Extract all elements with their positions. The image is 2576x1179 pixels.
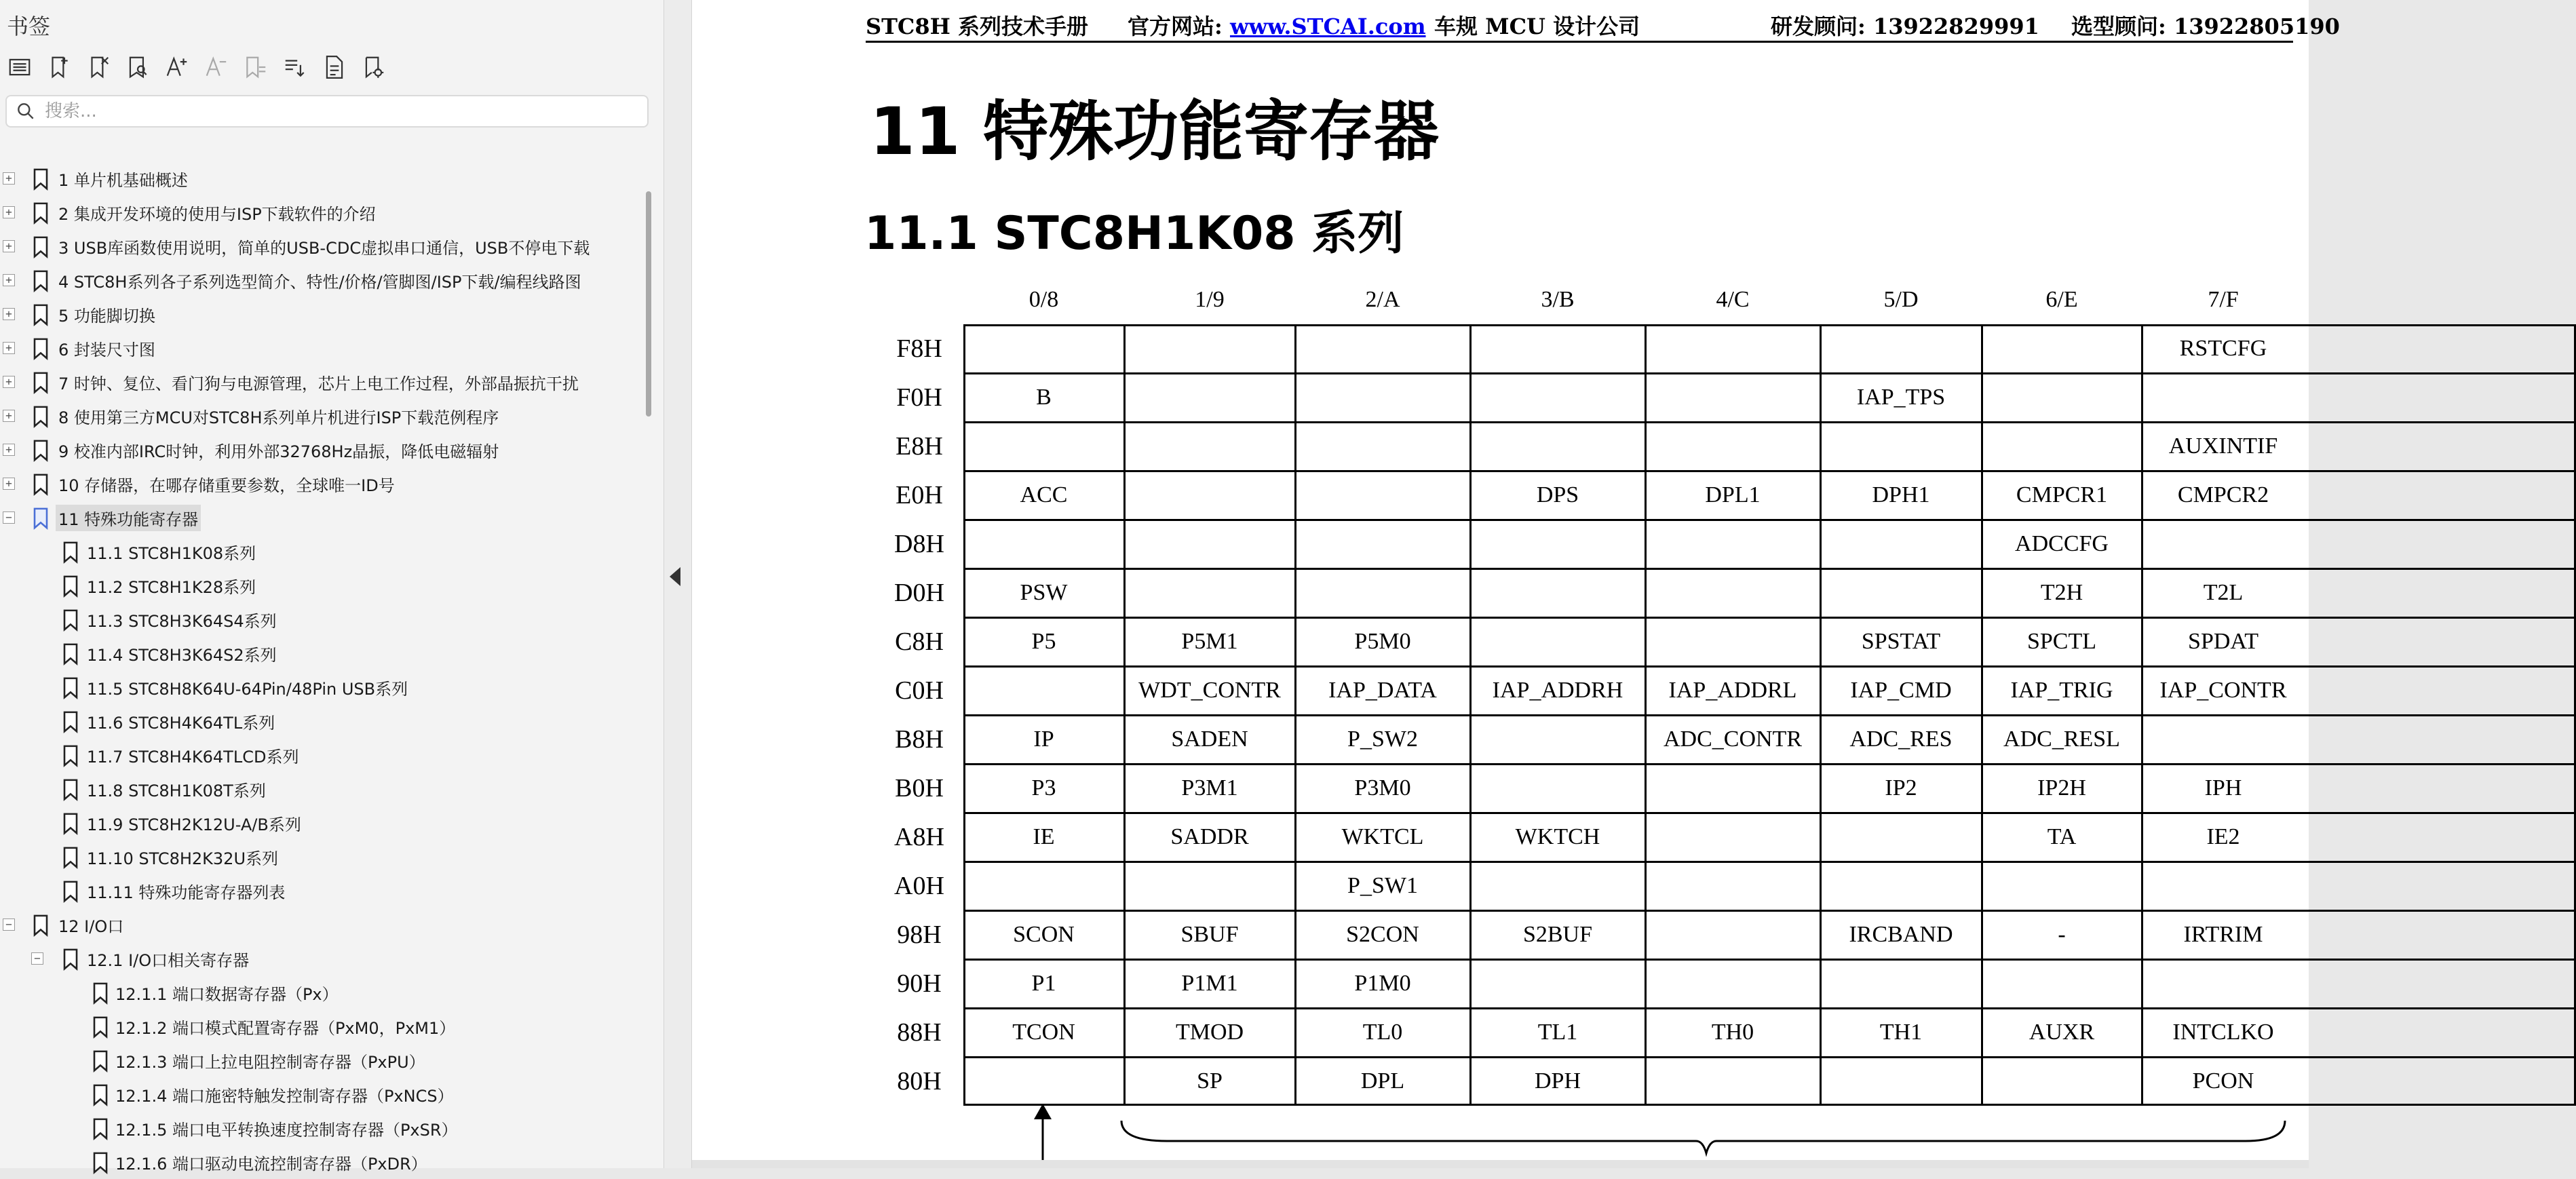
bookmark-icon	[90, 1049, 111, 1073]
bookmark-icon	[30, 235, 52, 259]
bookmark-item[interactable]	[0, 874, 648, 908]
expand-toggle-icon[interactable]: +	[3, 444, 15, 456]
sfr-cell: IE2	[2206, 824, 2240, 849]
sfr-cell: PSW	[1020, 580, 1068, 605]
collapse-toggle-icon[interactable]: −	[3, 919, 15, 931]
sfr-cell: DPL1	[1705, 482, 1761, 507]
website-label: 官方网站:	[1128, 14, 1230, 39]
bookmark-settings-icon[interactable]	[360, 53, 388, 81]
collapse-toggle-icon[interactable]: −	[31, 952, 43, 965]
search-input[interactable]	[43, 100, 647, 122]
sfr-cell: TA	[2047, 824, 2077, 849]
sfr-cell: P1M1	[1181, 971, 1238, 996]
sfr-cell: IAP_TPS	[1856, 385, 1946, 410]
row-address: A8H	[894, 823, 944, 851]
sfr-cell: DPH	[1534, 1068, 1581, 1094]
company-slogan: 车规 MCU 设计公司	[1434, 14, 1640, 39]
enlarge-text-icon[interactable]	[163, 53, 191, 81]
sfr-cell: TL1	[1537, 1020, 1578, 1045]
bookmark-icon	[60, 743, 81, 768]
bookmark-item[interactable]	[0, 670, 648, 704]
bookmark-item[interactable]	[0, 263, 648, 297]
bookmark-item[interactable]	[0, 772, 648, 806]
bookmark-label: 5 功能脚切换	[58, 307, 155, 326]
bookmark-item[interactable]	[0, 1009, 648, 1043]
bookmark-label: 11.11 特殊功能寄存器列表	[87, 883, 286, 902]
row-address: 98H	[897, 921, 942, 949]
section-title: 11.1 STC8H1K08 系列	[864, 207, 1404, 260]
column-header: 0/8	[1029, 287, 1059, 312]
panel-title: 书签	[7, 14, 51, 39]
bookmark-label: 12.1.3 端口上拉电阻控制寄存器（PxPU）	[115, 1053, 425, 1072]
bookmark-item[interactable]	[0, 806, 648, 840]
expand-toggle-icon[interactable]: +	[3, 308, 15, 320]
sfr-cell: DPL	[1360, 1068, 1405, 1094]
rd-contact: 研发顾问: 13922829991	[1771, 14, 2039, 39]
sfr-cell: SADEN	[1171, 727, 1248, 752]
sfr-cell: SCON	[1013, 922, 1075, 947]
sfr-cell: IAP_CONTR	[2159, 678, 2287, 703]
search-icon	[15, 100, 37, 122]
row-address: B0H	[895, 774, 944, 803]
row-address: F0H	[896, 383, 942, 412]
bookmark-label: 11.9 STC8H2K12U-A/B系列	[87, 815, 301, 834]
bookmark-item[interactable]	[0, 467, 648, 501]
bookmark-icon	[60, 574, 81, 598]
bookmark-label: 12.1.5 端口电平转换速度控制寄存器（PxSR）	[115, 1121, 458, 1140]
row-address: E8H	[896, 432, 943, 461]
bookmark-item[interactable]	[0, 399, 648, 433]
bookmark-label: 1 单片机基础概述	[58, 171, 188, 190]
bookmark-icon	[60, 710, 81, 734]
sfr-cell: DPS	[1536, 482, 1579, 507]
sfr-cell: S2BUF	[1522, 922, 1593, 947]
panel-splitter[interactable]	[664, 0, 692, 1168]
bookmark-icon	[30, 269, 52, 293]
bookmark-item[interactable]	[0, 602, 648, 636]
bookmark-label: 11.10 STC8H2K32U系列	[87, 849, 279, 868]
sfr-cell: DPH1	[1872, 482, 1930, 507]
bookmark-item[interactable]	[0, 229, 648, 263]
bookmark-icon	[30, 167, 52, 191]
bookmark-icon	[90, 1015, 111, 1039]
bookmark-item[interactable]	[0, 433, 648, 467]
pdf-page	[692, 0, 2340, 1168]
bookmark-label: 12.1.1 端口数据寄存器（Px）	[115, 985, 339, 1004]
search-box	[5, 95, 649, 128]
bookmark-icon	[30, 472, 52, 497]
bookmark-icon	[60, 879, 81, 904]
bookmark-item[interactable]	[0, 636, 648, 670]
sfr-cell: TH0	[1711, 1020, 1754, 1045]
bookmark-icon	[30, 438, 52, 463]
bookmark-icon	[60, 845, 81, 870]
sfr-cell: WKTCL	[1341, 824, 1424, 849]
expand-toggle-icon[interactable]: +	[3, 410, 15, 422]
bookmark-label: 10 存储器，在哪存储重要参数，全球唯一ID号	[58, 476, 395, 495]
bookmark-item[interactable]	[0, 195, 648, 229]
sfr-cell: IP2H	[2037, 775, 2086, 800]
table-annotation	[692, 0, 2309, 1168]
page-bottom-edge	[692, 1160, 2309, 1168]
sfr-cell: S2CON	[1346, 922, 1419, 947]
row-address: E0H	[896, 481, 943, 509]
bookmark-label: 11.6 STC8H4K64TL系列	[87, 714, 275, 733]
bookmark-label: 11.5 STC8H8K64U-64Pin/48Pin USB系列	[87, 680, 408, 699]
bookmark-item[interactable]	[0, 704, 648, 738]
up-arrow-icon	[1034, 1104, 1052, 1119]
sfr-cell: B	[1036, 385, 1052, 410]
bookmark-label: 12.1.6 端口驱动电流控制寄存器（PxDR）	[115, 1155, 427, 1174]
bookmark-label: 12.1.2 端口模式配置寄存器（PxM0，PxM1）	[115, 1019, 456, 1038]
sfr-cell: P5M1	[1181, 629, 1238, 654]
column-header: 6/E	[2045, 287, 2078, 312]
bookmark-icon	[60, 811, 81, 836]
bookmark-label: 11.7 STC8H4K64TLCD系列	[87, 748, 299, 767]
bookmark-icon	[60, 777, 81, 802]
expand-toggle-icon[interactable]: +	[3, 478, 15, 490]
bookmark-icon	[30, 336, 52, 361]
outline-view-icon[interactable]	[5, 53, 34, 81]
bookmark-toolbar	[5, 53, 388, 84]
bookmark-label: 11.1 STC8H1K08系列	[87, 544, 256, 563]
bookmark-item[interactable]	[0, 908, 648, 942]
find-bookmark-icon[interactable]	[123, 53, 152, 81]
bookmark-label: 2 集成开发环境的使用与ISP下载软件的介绍	[58, 205, 376, 224]
row-address: A0H	[894, 872, 944, 900]
sfr-cell: IAP_ADDRL	[1668, 678, 1797, 703]
sfr-cell: P3	[1031, 775, 1056, 800]
bookmark-label: 11.3 STC8H3K64S4系列	[87, 612, 277, 631]
sfr-cell: AUXINTIF	[2168, 433, 2278, 459]
sfr-cell: IAP_CMD	[1850, 678, 1952, 703]
sfr-cell: ADC_CONTR	[1663, 727, 1803, 752]
bookmark-item[interactable]	[0, 297, 648, 331]
sfr-cell: CMPCR1	[2016, 482, 2108, 507]
row-address: B8H	[895, 725, 944, 754]
bookmark-label: 11.2 STC8H1K28系列	[87, 578, 256, 597]
sfr-cell: WKTCH	[1515, 824, 1600, 849]
collapse-toggle-icon[interactable]: −	[3, 511, 15, 524]
bookmark-label: 4 STC8H系列各子系列选型简介、特性/价格/管脚图/ISP下载/编程线路图	[58, 273, 581, 292]
bookmark-label: 6 封装尺寸图	[58, 341, 155, 360]
delete-bookmark-icon[interactable]	[84, 53, 113, 81]
bookmark-icon	[60, 540, 81, 564]
sfr-cell: T2H	[2040, 580, 2083, 605]
add-bookmark-icon[interactable]	[45, 53, 73, 81]
selection-contact: 选型顾问: 13922805190	[2071, 14, 2340, 39]
bookmark-label: 12.1.4 端口施密特触发控制寄存器（PxNCS）	[115, 1087, 454, 1106]
sfr-cell: IAP_DATA	[1328, 678, 1437, 703]
row-address: F8H	[896, 334, 942, 363]
row-address: D0H	[894, 579, 944, 607]
bookmarks-panel	[0, 0, 664, 1174]
sfr-cell: TH1	[1879, 1020, 1923, 1045]
expand-toggle-icon[interactable]: +	[3, 240, 15, 252]
bookmark-item[interactable]	[0, 840, 648, 874]
bookmark-item[interactable]	[0, 1111, 648, 1145]
bookmark-icon	[90, 1083, 111, 1107]
column-header: 3/B	[1541, 287, 1575, 312]
bookmark-item[interactable]	[0, 568, 648, 602]
bookmark-item[interactable]	[0, 738, 648, 772]
bookmark-item[interactable]	[0, 501, 648, 535]
sfr-cell: -	[2058, 922, 2066, 947]
sfr-cell: SPDAT	[2188, 629, 2258, 654]
sidebar-scrollbar[interactable]	[646, 191, 651, 417]
bookmark-icon	[90, 1117, 111, 1141]
bookmark-icon	[30, 506, 52, 530]
website-link[interactable]: www.STCAI.com	[1229, 14, 1426, 39]
bookmark-item[interactable]	[0, 331, 648, 365]
chapter-title: 11 特殊功能寄存器	[870, 94, 1440, 170]
sfr-cell: P_SW2	[1347, 727, 1418, 752]
sfr-cell: SP	[1197, 1068, 1223, 1094]
sfr-cell: IRTRIM	[2183, 922, 2263, 947]
bookmark-icon	[90, 981, 111, 1005]
column-header: 5/D	[1883, 287, 1919, 312]
row-address: D8H	[894, 530, 944, 558]
expand-toggle-icon[interactable]: +	[3, 206, 15, 218]
expand-toggle-icon[interactable]: +	[3, 376, 15, 388]
bookmark-item[interactable]	[0, 535, 648, 568]
bookmark-item[interactable]	[0, 1077, 648, 1111]
sfr-cell: WDT_CONTR	[1138, 678, 1281, 703]
row-address: 80H	[897, 1067, 942, 1096]
column-header: 7/F	[2208, 287, 2239, 312]
sfr-cell: IRCBAND	[1849, 922, 1953, 947]
bookmark-label: 11.8 STC8H1K08T系列	[87, 781, 266, 800]
sfr-cell: P1	[1031, 971, 1056, 996]
bookmark-item[interactable]	[0, 161, 648, 195]
sfr-cell: IAP_TRIG	[2010, 678, 2113, 703]
bookmark-icon	[90, 1151, 111, 1175]
sfr-cell: IP	[1033, 727, 1054, 752]
bookmark-item[interactable]	[0, 365, 648, 399]
sfr-cell: TL0	[1362, 1020, 1403, 1045]
bookmark-icon	[60, 947, 81, 971]
bookmark-item[interactable]	[0, 1145, 648, 1179]
bookmark-label: 12.1 I/O口相关寄存器	[87, 951, 250, 970]
column-header: 2/A	[1365, 287, 1400, 312]
row-address: C0H	[895, 676, 944, 705]
sfr-cell: P5M0	[1354, 629, 1411, 654]
sfr-cell: TMOD	[1175, 1020, 1244, 1045]
bookmark-icon	[30, 370, 52, 395]
row-address: 90H	[897, 969, 942, 998]
column-header: 1/9	[1195, 287, 1225, 312]
sfr-cell: ACC	[1020, 482, 1068, 507]
bookmark-label: 12 I/O口	[58, 917, 124, 936]
sfr-cell: P1M0	[1354, 971, 1411, 996]
sfr-cell: TCON	[1012, 1020, 1075, 1045]
expand-bookmark-icon[interactable]	[242, 53, 270, 81]
sfr-cell: IE	[1033, 824, 1055, 849]
collapse-bookmark-icon[interactable]	[281, 53, 309, 81]
sfr-cell: IP2	[1885, 775, 1917, 800]
sfr-cell: RSTCFG	[2179, 336, 2267, 361]
sfr-cell: SPCTL	[2026, 629, 2097, 654]
bookmark-label: 3 USB库函数使用说明，简单的USB-CDC虚拟串口通信，USB不停电下载	[58, 239, 590, 258]
bookmark-item[interactable]	[0, 942, 648, 975]
shrink-text-icon[interactable]	[202, 53, 231, 81]
sfr-cell: INTCLKO	[2172, 1020, 2274, 1045]
sfr-cell: SADDR	[1170, 824, 1249, 849]
bookmark-label: 11.4 STC8H3K64S2系列	[87, 646, 277, 665]
expand-toggle-icon[interactable]: +	[3, 342, 15, 354]
bookmark-item[interactable]	[0, 1043, 648, 1077]
bookmark-icon	[60, 608, 81, 632]
bookmark-label: 8 使用第三方MCU对STC8H系列单片机进行ISP下载范例程序	[58, 408, 499, 427]
sfr-cell: P3M0	[1354, 775, 1411, 800]
sfr-cell: P5	[1031, 629, 1056, 654]
bookmark-icon	[30, 913, 52, 938]
sfr-cell: CMPCR2	[2177, 482, 2269, 507]
bookmark-label: 7 时钟、复位、看门狗与电源管理，芯片上电工作过程，外部晶振抗干扰	[58, 374, 579, 393]
sfr-cell: P3M1	[1181, 775, 1238, 800]
sfr-cell: ADCCFG	[2015, 531, 2109, 556]
sfr-cell: IPH	[2204, 775, 2242, 800]
bookmark-icon	[60, 676, 81, 700]
sfr-cell: P_SW1	[1347, 873, 1418, 898]
sfr-cell: PCON	[2192, 1068, 2254, 1094]
bookmark-properties-icon[interactable]	[320, 53, 349, 81]
row-address: 88H	[897, 1018, 942, 1047]
collapse-panel-arrow-icon[interactable]	[670, 567, 680, 586]
sfr-cell: IAP_ADDRH	[1492, 678, 1623, 703]
bookmark-tree	[0, 161, 648, 1174]
sfr-cell: ADC_RESL	[2003, 727, 2120, 752]
expand-toggle-icon[interactable]: +	[3, 274, 15, 286]
row-address: C8H	[895, 627, 944, 656]
bookmark-icon	[30, 303, 52, 327]
bookmark-icon	[30, 201, 52, 225]
column-header: 4/C	[1716, 287, 1750, 312]
sfr-cell: ADC_RES	[1849, 727, 1953, 752]
curly-brace	[1121, 1121, 2285, 1153]
bookmark-icon	[60, 642, 81, 666]
bookmark-label: 11 特殊功能寄存器	[56, 505, 201, 531]
expand-toggle-icon[interactable]: +	[3, 172, 15, 185]
bookmark-item[interactable]	[0, 975, 648, 1009]
sfr-cell: T2L	[2203, 580, 2244, 605]
bookmark-icon	[30, 404, 52, 429]
sfr-cell: AUXR	[2029, 1020, 2095, 1045]
manual-title: STC8H 系列技术手册	[866, 14, 1089, 39]
bookmark-label: 9 校准内部IRC时钟，利用外部32768Hz晶振，降低电磁辐射	[58, 442, 499, 461]
sfr-cell: SBUF	[1180, 922, 1239, 947]
sfr-cell: SPSTAT	[1861, 629, 1941, 654]
